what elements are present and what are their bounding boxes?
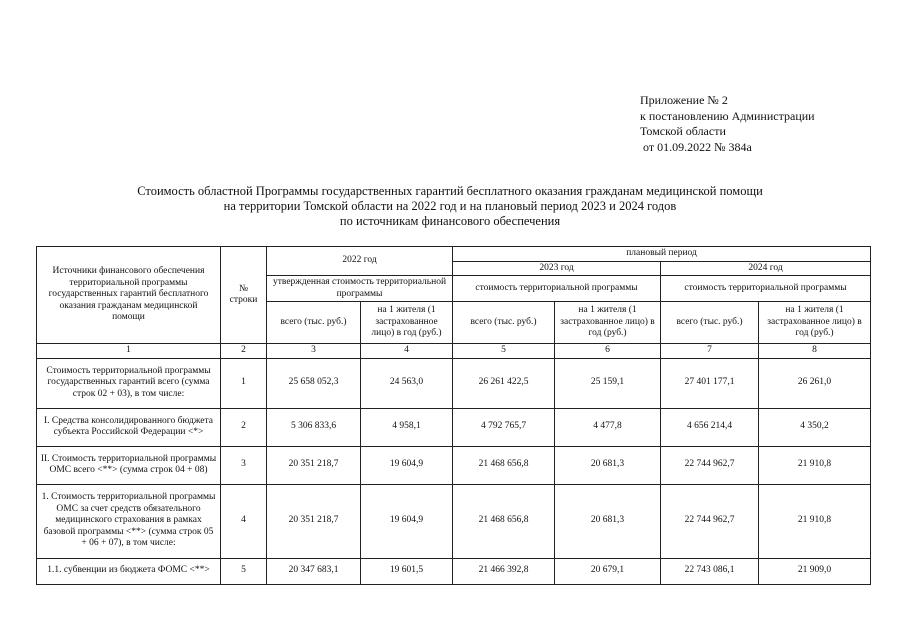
cell-total-2024: 22 744 962,7 xyxy=(661,484,759,558)
col-number: 7 xyxy=(661,344,759,359)
header-total-2023: всего (тыс. руб.) xyxy=(453,302,555,344)
cell-total-2023: 21 466 392,8 xyxy=(453,558,555,584)
cell-total-2024: 22 744 962,7 xyxy=(661,446,759,484)
cell-total-2024: 27 401 177,1 xyxy=(661,358,759,408)
header-total-2024: всего (тыс. руб.) xyxy=(661,302,759,344)
row-label: Стоимость территориальной программы государственных гарантий всего (сумма строк 02 + 03), в том числе: xyxy=(37,358,221,408)
title-line-1: Стоимость областной Программы государственных гарантий бесплатного оказания гражданам медицинской помощи xyxy=(137,184,763,198)
cell-total-2022: 25 658 052,3 xyxy=(267,358,361,408)
cell-per-resident-2023: 20 679,1 xyxy=(555,558,661,584)
row-number: 2 xyxy=(221,408,267,446)
cell-per-resident-2024: 26 261,0 xyxy=(759,358,871,408)
cell-per-resident-2022: 19 601,5 xyxy=(361,558,453,584)
cell-per-resident-2022: 4 958,1 xyxy=(361,408,453,446)
header-per-resident-2023: на 1 жителя (1 застрахованное лицо) в год (руб.) xyxy=(555,302,661,344)
cell-per-resident-2024: 21 909,0 xyxy=(759,558,871,584)
cell-per-resident-2024: 4 350,2 xyxy=(759,408,871,446)
appendix-block xyxy=(640,93,815,155)
table-row xyxy=(37,446,871,484)
cell-per-resident-2022: 24 563,0 xyxy=(361,358,453,408)
cell-total-2024: 4 656 214,4 xyxy=(661,408,759,446)
cell-per-resident-2023: 20 681,3 xyxy=(555,446,661,484)
row-label: 1.1. субвенции из бюджета ФОМС <**> xyxy=(37,558,221,584)
header-per-resident-2024: на 1 жителя (1 застрахованное лицо) в год (руб.) xyxy=(759,302,871,344)
col-number: 3 xyxy=(267,344,361,359)
cell-total-2022: 20 351 218,7 xyxy=(267,446,361,484)
row-label: II. Стоимость территориальной программы ОМС всего <**> (сумма строк 04 + 08) xyxy=(37,446,221,484)
col-number: 5 xyxy=(453,344,555,359)
appendix-line-2: к постановлению Администрации xyxy=(640,108,815,123)
header-year-2024: 2024 год xyxy=(661,261,871,276)
appendix-line-4: от 01.09.2022 № 384а xyxy=(640,139,752,154)
header-cost-2024: стоимость территориальной программы xyxy=(661,276,871,302)
header-sources: Источники финансового обеспечения территориальной программы государственных гарантий бесплатного оказания гражданам медицинской помощи xyxy=(37,247,221,344)
col-number: 8 xyxy=(759,344,871,359)
table-row xyxy=(37,408,871,446)
header-cost-2023: стоимость территориальной программы xyxy=(453,276,661,302)
row-number: 1 xyxy=(221,358,267,408)
header-year-2023: 2023 год xyxy=(453,261,661,276)
header-year-2022: 2022 год xyxy=(267,247,453,276)
cell-per-resident-2023: 4 477,8 xyxy=(555,408,661,446)
col-number: 1 xyxy=(37,344,221,359)
financing-table xyxy=(36,246,871,585)
row-label: 1. Стоимость территориальной программы ОМС за счет средств обязательного медицинского страхования в рамках базовой программы <**> (сумма строк 05 + 06 + 07), в том числе: xyxy=(37,484,221,558)
col-number: 2 xyxy=(221,344,267,359)
table-row xyxy=(37,358,871,408)
header-per-resident-2022: на 1 жителя (1 застрахованное лицо) в год (руб.) xyxy=(361,302,453,344)
cell-total-2024: 22 743 086,1 xyxy=(661,558,759,584)
cell-per-resident-2022: 19 604,9 xyxy=(361,484,453,558)
col-number: 6 xyxy=(555,344,661,359)
cell-per-resident-2023: 25 159,1 xyxy=(555,358,661,408)
header-approved-cost: утвержденная стоимость территориальной программы xyxy=(267,276,453,302)
cell-total-2023: 21 468 656,8 xyxy=(453,484,555,558)
appendix-line-1: Приложение № 2 xyxy=(640,93,728,107)
header-total-2022: всего (тыс. руб.) xyxy=(267,302,361,344)
row-label: I. Средства консолидированного бюджета субъекта Российской Федерации <*> xyxy=(37,408,221,446)
table-row xyxy=(37,484,871,558)
row-number: 4 xyxy=(221,484,267,558)
appendix-line-3: Томской области xyxy=(640,124,726,138)
cell-per-resident-2022: 19 604,9 xyxy=(361,446,453,484)
table-row xyxy=(37,558,871,584)
header-planned-period: плановый период xyxy=(453,247,871,262)
cell-total-2023: 4 792 765,7 xyxy=(453,408,555,446)
document-title xyxy=(40,184,860,229)
title-line-2: на территории Томской области на 2022 год и на плановый период 2023 и 2024 годов xyxy=(223,199,677,213)
cell-total-2022: 5 306 833,6 xyxy=(267,408,361,446)
title-line-3: по источникам финансового обеспечения xyxy=(339,214,561,228)
cell-per-resident-2024: 21 910,8 xyxy=(759,446,871,484)
header-row-no: № строки xyxy=(221,247,267,344)
row-number: 5 xyxy=(221,558,267,584)
cell-total-2023: 21 468 656,8 xyxy=(453,446,555,484)
column-number-row xyxy=(37,344,871,359)
cell-total-2022: 20 351 218,7 xyxy=(267,484,361,558)
col-number: 4 xyxy=(361,344,453,359)
cell-total-2022: 20 347 683,1 xyxy=(267,558,361,584)
cell-total-2023: 26 261 422,5 xyxy=(453,358,555,408)
row-number: 3 xyxy=(221,446,267,484)
cell-per-resident-2024: 21 910,8 xyxy=(759,484,871,558)
cell-per-resident-2023: 20 681,3 xyxy=(555,484,661,558)
